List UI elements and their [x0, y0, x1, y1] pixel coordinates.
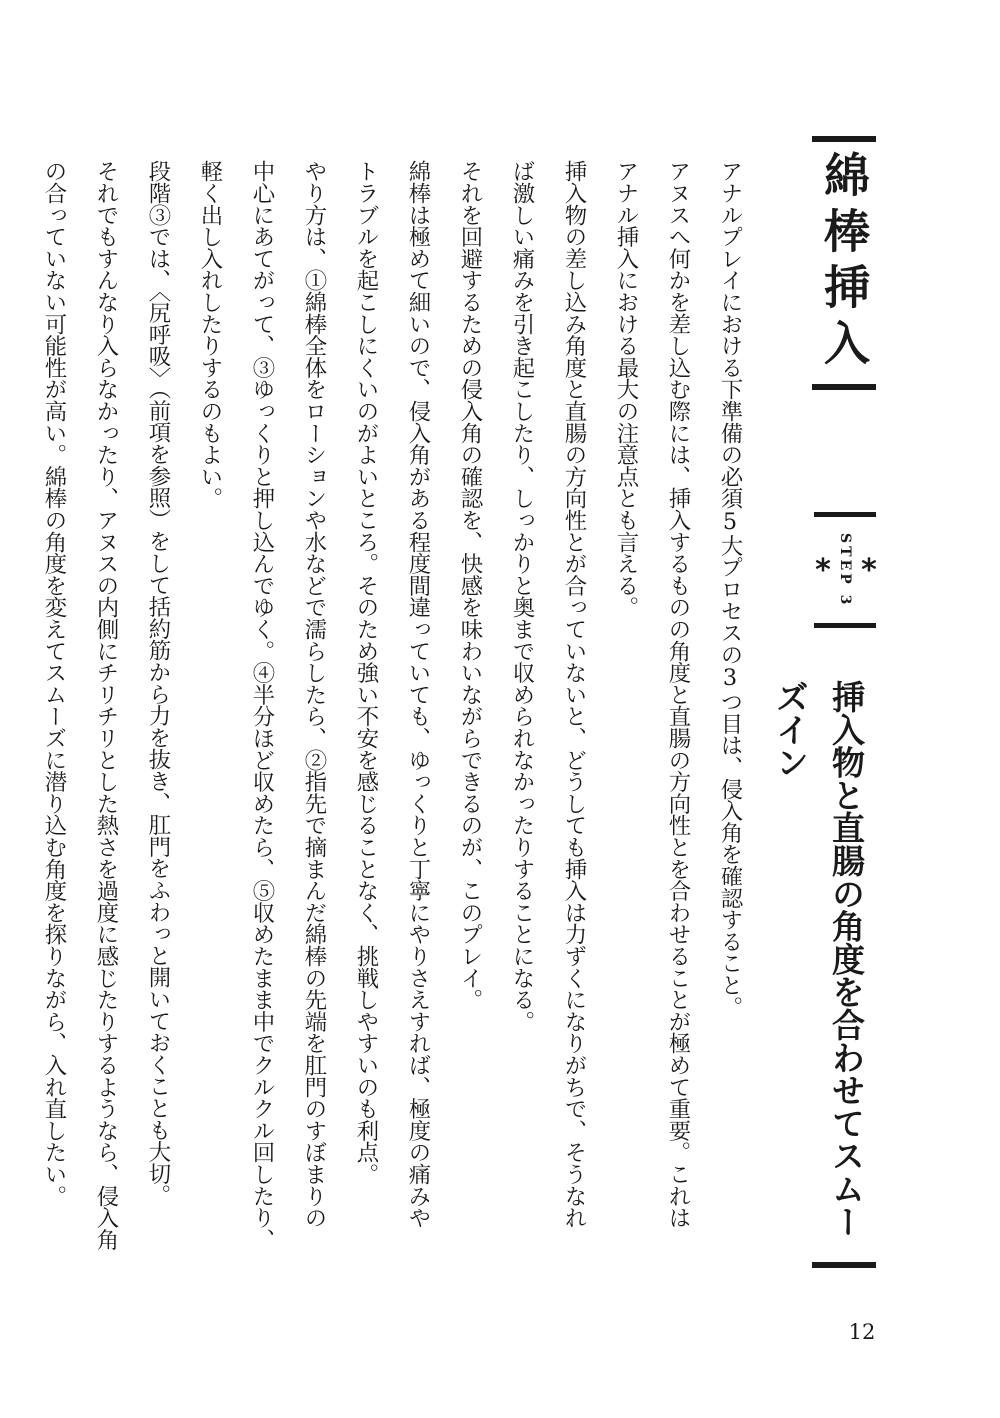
- step-badge: [814, 512, 876, 628]
- body-line: やり方は、①綿棒全体をローションや水などで濡らしたら、②指先で摘まんだ綿棒の先端を肛門のすぼまりの: [301, 160, 327, 1229]
- body-line: 挿入物の差し込み角度と直腸の方向性とが合っていないと、どうしても挿入は力ずくになりがちで、そうなれ: [561, 160, 587, 1229]
- star-icon-left: *: [815, 553, 831, 588]
- body-line: アナル挿入における最大の注意点とも言える。: [613, 160, 639, 618]
- step-top-rule: [814, 512, 876, 517]
- title-bottom-rule: [812, 384, 876, 390]
- body-line: 綿棒は極めて細いので、侵入角がある程度間違っていても、ゆっくりと丁寧にやりさえすれば、極度の痛みや: [405, 160, 431, 1229]
- star-icon-right: *: [861, 553, 877, 588]
- page-number: 12: [848, 1320, 876, 1344]
- chapter-title: 綿棒挿入: [817, 151, 871, 375]
- body-line: アナルプレイにおける下準備の必須5大プロセスの3つ目は、侵入角を確認すること。: [717, 160, 743, 1018]
- body-line: ば激しい痛みを引き起こしたり、しっかりと奥まで収められなかったりすることになる。: [509, 160, 535, 1033]
- title-top-rule: [812, 136, 876, 142]
- body-line: アヌスへ何かを差し込む際には、挿入するものの角度と直腸の方向性とを合わせることが極めて重要。これは: [665, 160, 691, 1229]
- body-line: 軽く出し入れしたりするのもよい。: [197, 160, 223, 509]
- body-line: 段階③では、〈尻呼吸〉（前項を参照）をして括約筋から力を抜き、肛門をふわっと開いておくことも大切。: [145, 160, 171, 1206]
- section-bottom-rule: [812, 1262, 876, 1268]
- body-text: [41, 160, 756, 1260]
- body-line: 中心にあてがって、③ゆっくりと押し込んでゆく。④半分ほど収めたら、⑤収めたまま中でクルクル回したり、: [249, 160, 275, 1250]
- step-label: STEP 3: [837, 532, 853, 608]
- body-line: それでもすんなり入らなかったり、アヌスの内側にチリチリとした熱さを過度に感じたりするようなら、侵入角: [93, 160, 119, 1251]
- step-bottom-rule: [814, 623, 876, 628]
- body-line: の合っていない可能性が高い。綿棒の角度を変えてスムーズに潜り込む角度を探りながら、入れ直したい。: [41, 160, 67, 1207]
- section-title: 挿入物と直腸の角度を合わせてスムーズイン: [771, 680, 866, 1238]
- body-line: それを回避するための侵入角の確認を、快感を味わいながらできるのが、このプレイ。: [457, 160, 483, 1011]
- body-line: トラブルを起こしにくいのがよいところ。そのため強い不安を感じることなく、挑戦しやすいのも利点。: [353, 160, 379, 1185]
